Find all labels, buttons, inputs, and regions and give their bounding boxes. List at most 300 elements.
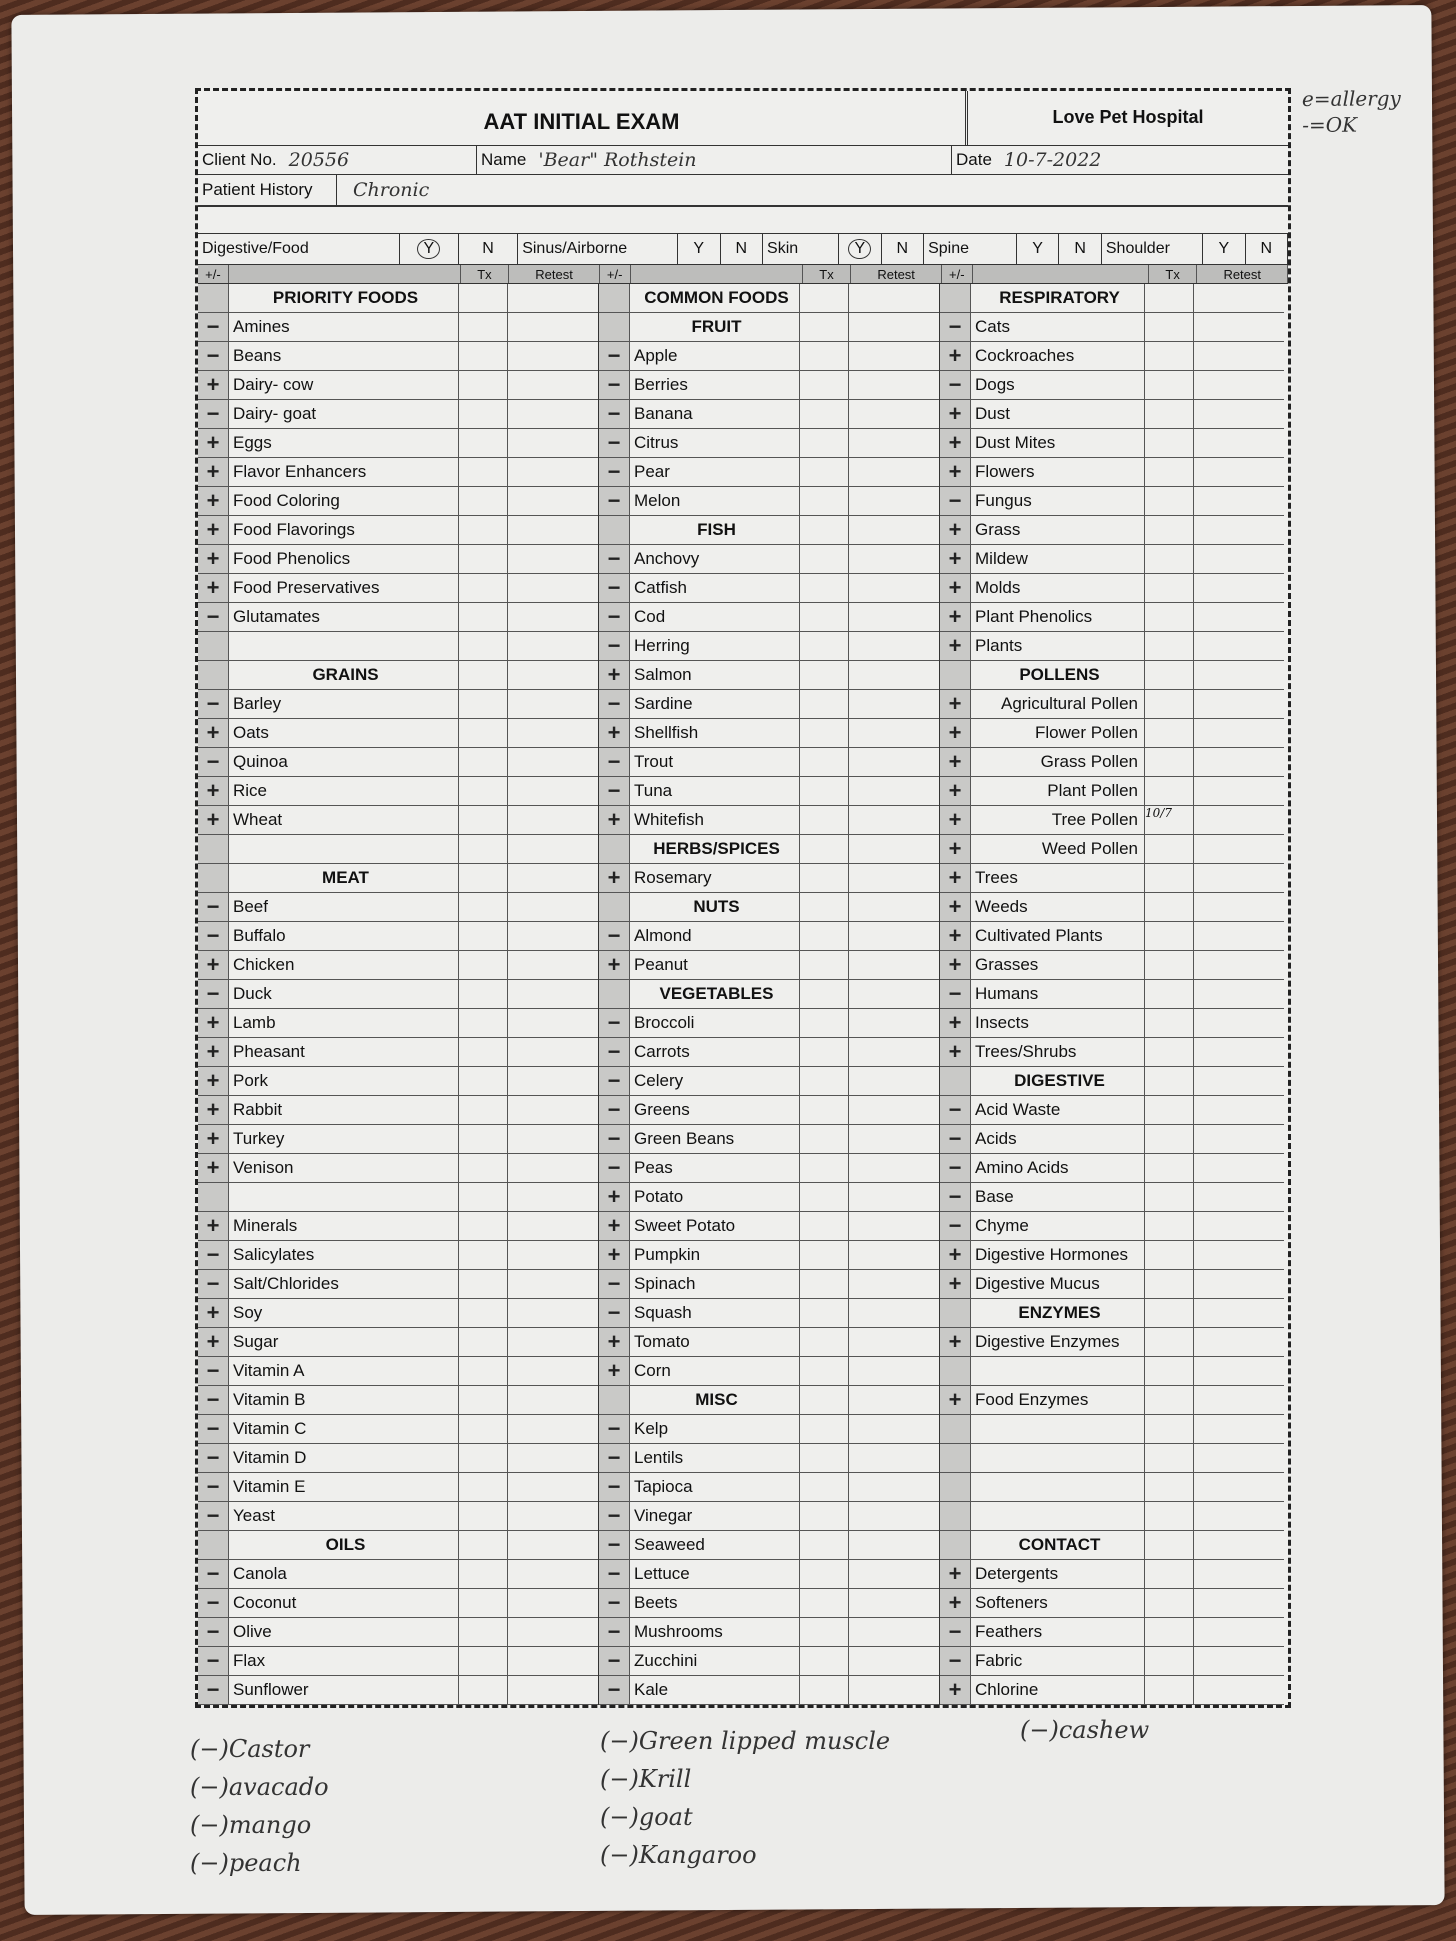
result-mark[interactable]: + xyxy=(198,1299,229,1327)
retest-cell[interactable] xyxy=(849,1502,939,1530)
tx-cell[interactable] xyxy=(800,1618,849,1646)
tx-cell[interactable] xyxy=(459,400,508,428)
tx-cell[interactable] xyxy=(1145,1212,1194,1240)
retest-cell[interactable] xyxy=(849,1154,939,1182)
result-mark[interactable] xyxy=(940,1444,971,1472)
retest-cell[interactable] xyxy=(508,458,598,486)
tx-cell[interactable] xyxy=(800,400,849,428)
retest-cell[interactable] xyxy=(508,603,598,631)
tx-cell[interactable] xyxy=(1145,1183,1194,1211)
tx-cell[interactable] xyxy=(1145,1096,1194,1124)
tx-cell[interactable] xyxy=(1145,1473,1194,1501)
retest-cell[interactable] xyxy=(508,1502,598,1530)
retest-cell[interactable] xyxy=(849,719,939,747)
tx-cell[interactable] xyxy=(459,313,508,341)
result-mark[interactable]: + xyxy=(940,1328,971,1356)
result-mark[interactable]: − xyxy=(198,1270,229,1298)
result-mark[interactable]: − xyxy=(198,980,229,1008)
retest-cell[interactable] xyxy=(508,1270,598,1298)
tx-cell[interactable] xyxy=(459,603,508,631)
retest-cell[interactable] xyxy=(1194,1183,1284,1211)
retest-cell[interactable] xyxy=(1194,951,1284,979)
retest-cell[interactable] xyxy=(508,1676,598,1704)
tx-cell[interactable] xyxy=(1145,545,1194,573)
retest-cell[interactable] xyxy=(1194,719,1284,747)
retest-cell[interactable] xyxy=(849,458,939,486)
tx-cell[interactable] xyxy=(459,1328,508,1356)
result-mark[interactable]: + xyxy=(198,1096,229,1124)
retest-cell[interactable] xyxy=(508,777,598,805)
result-mark[interactable]: + xyxy=(940,545,971,573)
tx-cell[interactable] xyxy=(459,1154,508,1182)
retest-cell[interactable] xyxy=(508,980,598,1008)
tx-cell[interactable] xyxy=(459,516,508,544)
result-mark[interactable]: + xyxy=(198,574,229,602)
result-mark[interactable]: + xyxy=(940,574,971,602)
result-mark[interactable]: − xyxy=(940,487,971,515)
retest-cell[interactable] xyxy=(849,1647,939,1675)
result-mark[interactable]: − xyxy=(599,1038,630,1066)
tx-cell[interactable] xyxy=(1145,1154,1194,1182)
tx-cell[interactable] xyxy=(800,835,849,863)
result-mark[interactable]: + xyxy=(940,458,971,486)
tx-cell[interactable] xyxy=(1145,1009,1194,1037)
tx-cell[interactable] xyxy=(1145,1444,1194,1472)
tx-cell[interactable] xyxy=(800,1067,849,1095)
tx-cell[interactable] xyxy=(800,1125,849,1153)
tx-cell[interactable] xyxy=(800,1241,849,1269)
result-mark[interactable]: − xyxy=(198,748,229,776)
retest-cell[interactable] xyxy=(849,371,939,399)
tx-cell[interactable] xyxy=(800,1183,849,1211)
result-mark[interactable]: − xyxy=(198,1589,229,1617)
tx-cell[interactable] xyxy=(800,1589,849,1617)
result-mark[interactable]: − xyxy=(599,1299,630,1327)
retest-cell[interactable] xyxy=(508,1183,598,1211)
tx-cell[interactable] xyxy=(459,632,508,660)
retest-cell[interactable] xyxy=(849,1357,939,1385)
tx-cell[interactable] xyxy=(459,1183,508,1211)
result-mark[interactable]: + xyxy=(940,922,971,950)
result-mark[interactable]: + xyxy=(940,748,971,776)
result-mark[interactable]: − xyxy=(198,1444,229,1472)
result-mark[interactable]: − xyxy=(599,632,630,660)
tx-cell[interactable] xyxy=(1145,429,1194,457)
tx-cell[interactable] xyxy=(800,748,849,776)
retest-cell[interactable] xyxy=(1194,1444,1284,1472)
result-mark[interactable]: − xyxy=(940,371,971,399)
result-mark[interactable]: − xyxy=(940,1183,971,1211)
tx-cell[interactable] xyxy=(459,371,508,399)
result-mark[interactable]: − xyxy=(599,574,630,602)
result-mark[interactable] xyxy=(940,661,971,689)
retest-cell[interactable] xyxy=(508,1038,598,1066)
tx-cell[interactable] xyxy=(459,1618,508,1646)
result-mark[interactable]: − xyxy=(599,1618,630,1646)
retest-cell[interactable] xyxy=(1194,1154,1284,1182)
tx-cell[interactable] xyxy=(800,342,849,370)
result-mark[interactable]: + xyxy=(940,806,971,834)
retest-cell[interactable] xyxy=(849,1560,939,1588)
retest-cell[interactable] xyxy=(849,777,939,805)
result-mark[interactable] xyxy=(940,284,971,312)
tx-cell[interactable] xyxy=(800,1473,849,1501)
tx-cell[interactable] xyxy=(459,487,508,515)
retest-cell[interactable] xyxy=(1194,893,1284,921)
tx-cell[interactable] xyxy=(459,893,508,921)
retest-cell[interactable] xyxy=(1194,1415,1284,1443)
category-n-option[interactable]: N xyxy=(882,234,925,264)
retest-cell[interactable] xyxy=(1194,1270,1284,1298)
result-mark[interactable]: − xyxy=(198,1357,229,1385)
result-mark[interactable]: + xyxy=(940,1386,971,1414)
tx-cell[interactable] xyxy=(800,429,849,457)
result-mark[interactable]: − xyxy=(599,1270,630,1298)
result-mark[interactable] xyxy=(940,1415,971,1443)
category-y-option[interactable]: Y xyxy=(1017,234,1060,264)
retest-cell[interactable] xyxy=(1194,1038,1284,1066)
retest-cell[interactable] xyxy=(1194,429,1284,457)
retest-cell[interactable] xyxy=(1194,1676,1284,1704)
result-mark[interactable]: + xyxy=(599,806,630,834)
category-y-option[interactable]: Y xyxy=(400,234,459,264)
result-mark[interactable] xyxy=(940,1502,971,1530)
retest-cell[interactable] xyxy=(508,1212,598,1240)
result-mark[interactable]: + xyxy=(599,1357,630,1385)
retest-cell[interactable] xyxy=(508,864,598,892)
result-mark[interactable]: − xyxy=(940,1212,971,1240)
result-mark[interactable]: − xyxy=(599,487,630,515)
result-mark[interactable]: − xyxy=(599,1154,630,1182)
result-mark[interactable]: − xyxy=(599,603,630,631)
result-mark[interactable]: − xyxy=(940,1096,971,1124)
result-mark[interactable]: + xyxy=(599,951,630,979)
result-mark[interactable] xyxy=(198,1531,229,1559)
tx-cell[interactable] xyxy=(459,1009,508,1037)
retest-cell[interactable] xyxy=(1194,661,1284,689)
result-mark[interactable]: − xyxy=(599,1676,630,1704)
result-mark[interactable]: + xyxy=(940,1560,971,1588)
tx-cell[interactable] xyxy=(1145,951,1194,979)
retest-cell[interactable] xyxy=(508,748,598,776)
tx-cell[interactable] xyxy=(1145,632,1194,660)
retest-cell[interactable] xyxy=(508,661,598,689)
result-mark[interactable]: − xyxy=(599,458,630,486)
tx-cell[interactable] xyxy=(1145,371,1194,399)
retest-cell[interactable] xyxy=(849,545,939,573)
retest-cell[interactable] xyxy=(1194,1009,1284,1037)
tx-cell[interactable] xyxy=(1145,719,1194,747)
category-n-option[interactable]: N xyxy=(721,234,764,264)
retest-cell[interactable] xyxy=(508,1647,598,1675)
result-mark[interactable] xyxy=(940,1067,971,1095)
result-mark[interactable]: − xyxy=(599,1009,630,1037)
result-mark[interactable]: − xyxy=(599,1531,630,1559)
tx-cell[interactable] xyxy=(800,1009,849,1037)
result-mark[interactable]: − xyxy=(599,400,630,428)
tx-cell[interactable]: 10/7 xyxy=(1145,806,1194,834)
tx-cell[interactable] xyxy=(1145,1067,1194,1095)
tx-cell[interactable] xyxy=(1145,574,1194,602)
retest-cell[interactable] xyxy=(849,922,939,950)
tx-cell[interactable] xyxy=(800,951,849,979)
result-mark[interactable]: + xyxy=(599,661,630,689)
result-mark[interactable]: + xyxy=(940,516,971,544)
retest-cell[interactable] xyxy=(849,893,939,921)
result-mark[interactable]: − xyxy=(599,1647,630,1675)
retest-cell[interactable] xyxy=(508,1531,598,1559)
retest-cell[interactable] xyxy=(1194,342,1284,370)
tx-cell[interactable] xyxy=(459,574,508,602)
retest-cell[interactable] xyxy=(1194,1067,1284,1095)
retest-cell[interactable] xyxy=(508,1589,598,1617)
tx-cell[interactable] xyxy=(1145,1386,1194,1414)
retest-cell[interactable] xyxy=(508,284,598,312)
tx-cell[interactable] xyxy=(1145,922,1194,950)
retest-cell[interactable] xyxy=(849,835,939,863)
retest-cell[interactable] xyxy=(508,719,598,747)
retest-cell[interactable] xyxy=(508,690,598,718)
retest-cell[interactable] xyxy=(849,429,939,457)
retest-cell[interactable] xyxy=(1194,1386,1284,1414)
result-mark[interactable] xyxy=(198,632,229,660)
tx-cell[interactable] xyxy=(459,922,508,950)
tx-cell[interactable] xyxy=(459,1589,508,1617)
tx-cell[interactable] xyxy=(800,1502,849,1530)
result-mark[interactable] xyxy=(198,661,229,689)
tx-cell[interactable] xyxy=(800,661,849,689)
tx-cell[interactable] xyxy=(800,864,849,892)
result-mark[interactable]: − xyxy=(198,1560,229,1588)
retest-cell[interactable] xyxy=(508,545,598,573)
tx-cell[interactable] xyxy=(1145,1038,1194,1066)
retest-cell[interactable] xyxy=(849,951,939,979)
retest-cell[interactable] xyxy=(508,1067,598,1095)
tx-cell[interactable] xyxy=(1145,980,1194,1008)
tx-cell[interactable] xyxy=(1145,1241,1194,1269)
result-mark[interactable]: + xyxy=(198,777,229,805)
tx-cell[interactable] xyxy=(459,690,508,718)
tx-cell[interactable] xyxy=(800,313,849,341)
result-mark[interactable]: − xyxy=(198,1676,229,1704)
result-mark[interactable]: + xyxy=(940,893,971,921)
tx-cell[interactable] xyxy=(1145,690,1194,718)
tx-cell[interactable] xyxy=(459,1676,508,1704)
tx-cell[interactable] xyxy=(1145,458,1194,486)
result-mark[interactable]: − xyxy=(198,690,229,718)
retest-cell[interactable] xyxy=(1194,1589,1284,1617)
retest-cell[interactable] xyxy=(1194,313,1284,341)
result-mark[interactable]: + xyxy=(940,342,971,370)
tx-cell[interactable] xyxy=(1145,864,1194,892)
result-mark[interactable]: + xyxy=(940,400,971,428)
retest-cell[interactable] xyxy=(1194,371,1284,399)
retest-cell[interactable] xyxy=(849,980,939,1008)
tx-cell[interactable] xyxy=(800,690,849,718)
result-mark[interactable]: − xyxy=(599,1096,630,1124)
result-mark[interactable]: − xyxy=(198,922,229,950)
tx-cell[interactable] xyxy=(800,1676,849,1704)
retest-cell[interactable] xyxy=(1194,487,1284,515)
retest-cell[interactable] xyxy=(508,1386,598,1414)
retest-cell[interactable] xyxy=(508,487,598,515)
result-mark[interactable]: − xyxy=(198,1618,229,1646)
tx-cell[interactable] xyxy=(459,980,508,1008)
tx-cell[interactable] xyxy=(459,1299,508,1327)
retest-cell[interactable] xyxy=(1194,690,1284,718)
retest-cell[interactable] xyxy=(849,1125,939,1153)
tx-cell[interactable] xyxy=(1145,1270,1194,1298)
retest-cell[interactable] xyxy=(1194,284,1284,312)
result-mark[interactable]: − xyxy=(198,342,229,370)
retest-cell[interactable] xyxy=(1194,632,1284,660)
retest-cell[interactable] xyxy=(849,603,939,631)
tx-cell[interactable] xyxy=(459,1531,508,1559)
tx-cell[interactable] xyxy=(459,1386,508,1414)
result-mark[interactable]: + xyxy=(940,1038,971,1066)
retest-cell[interactable] xyxy=(1194,574,1284,602)
tx-cell[interactable] xyxy=(1145,1647,1194,1675)
tx-cell[interactable] xyxy=(459,429,508,457)
tx-cell[interactable] xyxy=(459,777,508,805)
category-n-option[interactable]: N xyxy=(1246,234,1289,264)
result-mark[interactable]: − xyxy=(198,603,229,631)
retest-cell[interactable] xyxy=(849,574,939,602)
retest-cell[interactable] xyxy=(508,400,598,428)
result-mark[interactable]: − xyxy=(198,1241,229,1269)
retest-cell[interactable] xyxy=(1194,1212,1284,1240)
result-mark[interactable]: + xyxy=(599,864,630,892)
tx-cell[interactable] xyxy=(1145,1299,1194,1327)
retest-cell[interactable] xyxy=(849,864,939,892)
retest-cell[interactable] xyxy=(1194,1328,1284,1356)
retest-cell[interactable] xyxy=(1194,1096,1284,1124)
result-mark[interactable]: − xyxy=(599,1560,630,1588)
tx-cell[interactable] xyxy=(800,1531,849,1559)
result-mark[interactable] xyxy=(599,980,630,1008)
tx-cell[interactable] xyxy=(459,1473,508,1501)
tx-cell[interactable] xyxy=(459,719,508,747)
retest-cell[interactable] xyxy=(849,342,939,370)
result-mark[interactable]: + xyxy=(940,632,971,660)
tx-cell[interactable] xyxy=(459,661,508,689)
tx-cell[interactable] xyxy=(459,1560,508,1588)
tx-cell[interactable] xyxy=(459,1096,508,1124)
result-mark[interactable] xyxy=(599,835,630,863)
tx-cell[interactable] xyxy=(800,1647,849,1675)
tx-cell[interactable] xyxy=(459,1270,508,1298)
result-mark[interactable]: + xyxy=(940,951,971,979)
retest-cell[interactable] xyxy=(1194,458,1284,486)
retest-cell[interactable] xyxy=(849,1589,939,1617)
retest-cell[interactable] xyxy=(508,1299,598,1327)
result-mark[interactable]: + xyxy=(940,690,971,718)
result-mark[interactable] xyxy=(940,1357,971,1385)
retest-cell[interactable] xyxy=(508,1328,598,1356)
retest-cell[interactable] xyxy=(508,342,598,370)
result-mark[interactable]: + xyxy=(599,719,630,747)
tx-cell[interactable] xyxy=(1145,284,1194,312)
retest-cell[interactable] xyxy=(849,690,939,718)
tx-cell[interactable] xyxy=(800,719,849,747)
result-mark[interactable]: − xyxy=(599,371,630,399)
tx-cell[interactable] xyxy=(1145,893,1194,921)
result-mark[interactable]: + xyxy=(599,1183,630,1211)
retest-cell[interactable] xyxy=(508,1009,598,1037)
tx-cell[interactable] xyxy=(459,1067,508,1095)
result-mark[interactable]: − xyxy=(599,1125,630,1153)
result-mark[interactable]: + xyxy=(198,951,229,979)
result-mark[interactable]: − xyxy=(599,748,630,776)
tx-cell[interactable] xyxy=(1145,516,1194,544)
tx-cell[interactable] xyxy=(1145,400,1194,428)
retest-cell[interactable] xyxy=(1194,603,1284,631)
retest-cell[interactable] xyxy=(1194,1531,1284,1559)
tx-cell[interactable] xyxy=(800,922,849,950)
result-mark[interactable] xyxy=(198,835,229,863)
tx-cell[interactable] xyxy=(459,806,508,834)
result-mark[interactable]: + xyxy=(198,429,229,457)
result-mark[interactable]: + xyxy=(599,1328,630,1356)
result-mark[interactable]: + xyxy=(198,516,229,544)
tx-cell[interactable] xyxy=(800,1444,849,1472)
retest-cell[interactable] xyxy=(1194,545,1284,573)
retest-cell[interactable] xyxy=(849,1415,939,1443)
tx-cell[interactable] xyxy=(800,603,849,631)
tx-cell[interactable] xyxy=(459,1241,508,1269)
tx-cell[interactable] xyxy=(459,1125,508,1153)
retest-cell[interactable] xyxy=(1194,806,1284,834)
result-mark[interactable]: − xyxy=(599,429,630,457)
result-mark[interactable]: + xyxy=(940,1241,971,1269)
retest-cell[interactable] xyxy=(849,487,939,515)
result-mark[interactable]: − xyxy=(599,922,630,950)
result-mark[interactable]: − xyxy=(940,1154,971,1182)
result-mark[interactable]: + xyxy=(940,429,971,457)
retest-cell[interactable] xyxy=(849,1444,939,1472)
tx-cell[interactable] xyxy=(459,748,508,776)
tx-cell[interactable] xyxy=(800,980,849,1008)
result-mark[interactable]: − xyxy=(599,1502,630,1530)
result-mark[interactable]: − xyxy=(198,1386,229,1414)
result-mark[interactable] xyxy=(940,1299,971,1327)
tx-cell[interactable] xyxy=(459,284,508,312)
retest-cell[interactable] xyxy=(849,1096,939,1124)
result-mark[interactable]: − xyxy=(599,1415,630,1443)
result-mark[interactable]: + xyxy=(940,1270,971,1298)
retest-cell[interactable] xyxy=(508,1618,598,1646)
retest-cell[interactable] xyxy=(849,1531,939,1559)
tx-cell[interactable] xyxy=(459,1444,508,1472)
result-mark[interactable]: − xyxy=(198,1502,229,1530)
retest-cell[interactable] xyxy=(508,922,598,950)
retest-cell[interactable] xyxy=(849,748,939,776)
tx-cell[interactable] xyxy=(800,1270,849,1298)
result-mark[interactable]: + xyxy=(198,1067,229,1095)
result-mark[interactable]: − xyxy=(198,893,229,921)
result-mark[interactable]: + xyxy=(198,719,229,747)
tx-cell[interactable] xyxy=(459,1415,508,1443)
retest-cell[interactable] xyxy=(508,574,598,602)
tx-cell[interactable] xyxy=(459,1038,508,1066)
retest-cell[interactable] xyxy=(1194,1299,1284,1327)
result-mark[interactable]: − xyxy=(198,1473,229,1501)
retest-cell[interactable] xyxy=(508,1560,598,1588)
tx-cell[interactable] xyxy=(1145,1125,1194,1153)
retest-cell[interactable] xyxy=(508,806,598,834)
result-mark[interactable]: − xyxy=(940,1125,971,1153)
tx-cell[interactable] xyxy=(459,1502,508,1530)
